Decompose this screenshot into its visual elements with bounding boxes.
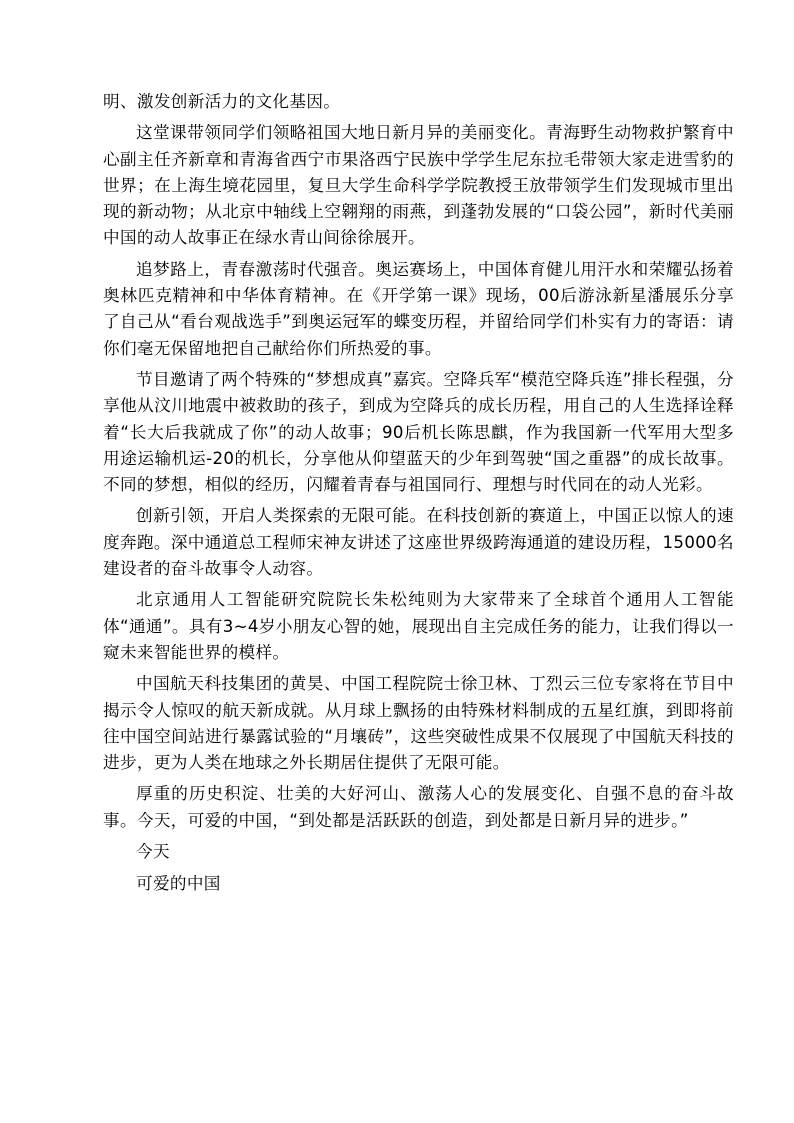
paragraph-ai-agent: 北京通用人工智能研究院院长朱松纯则为大家带来了全球首个通用人工智能体“通通”。具有3~4岁小朋友心智的她，展现出自主完成任务的能力，让我们得以一窥未来智能世界的模样。 <box>103 590 734 662</box>
paragraph-aerospace: 中国航天科技集团的黄昊、中国工程院院士徐卫林、丁烈云三位专家将在节目中揭示令人惊叹的航天新成就。从月球上飘扬的由特殊材料制成的五星红旗，到即将前往中国空间站进行暴露试验的“月壤砖”，这些突破性成果不仅展现了中国航天科技的进步，更为人类在地球之外长期居住提供了无限可能。 <box>103 674 734 773</box>
paragraph-today: 今天 <box>136 842 170 862</box>
paragraph-conclusion: 厚重的历史积淀、壮美的大好河山、激荡人心的发展变化、自强不息的奋斗故事。今天，可爱的中国，“到处都是活跃跃的创造，到处都是日新月异的进步。” <box>103 784 734 830</box>
paragraph-youth-dream: 追梦路上，青春激荡时代强音。奥运赛场上，中国体育健儿用汗水和荣耀弘扬着奥林匹克精神和中华体育精神。在《开学第一课》现场，00后游泳新星潘展乐分享了自己从“看台观战选手”到奥运冠军的蝶变历程，并留给同学们朴实有力的寄语：请你们毫无保留地把自己献给你们所热爱的事。 <box>103 259 734 358</box>
paragraph-beautiful-china: 这堂课带领同学们领略祖国大地日新月异的美丽变化。青海野生动物救护繁育中心副主任齐新章和青海省西宁市果洛西宁民族中学学生尼东拉毛带领大家走进雪豹的世界；在上海生境花园里，复旦大学生命科学学院教授王放带领学生们发现城市里出现的新动物；从北京中轴线上空翱翔的雨燕，到蓬勃发展的“口袋公园”，新时代美丽中国的动人故事正在绿水青山间徐徐展开。 <box>103 123 734 248</box>
paragraph-dream-guests: 节目邀请了两个特殊的“梦想成真”嘉宾。空降兵军“模范空降兵连”排长程强，分享他从汶川地震中被救助的孩子，到成为空降兵的成长历程，用自己的人生选择诠释着“长大后我就成了你”的动人故事；90后机长陈思麒，作为我国新一代军用大型多用途运输机运-20的机长，分享他从仰望蓝天的少年到驾驶“国之重器”的成长故事。不同的梦想，相似的经历，闪耀着青春与祖国同行、理想与时代同在的动人光彩。 <box>103 369 734 495</box>
paragraph-innovation: 创新引领，开启人类探索的无限可能。在科技创新的赛道上，中国正以惊人的速度奔跑。深中通道总工程师宋神友讲述了这座世界级跨海通道的建设历程，15000名建设者的奋斗故事令人动容。 <box>103 506 734 579</box>
paragraph-continuation: 明、激发创新活力的文化基因。 <box>103 92 341 111</box>
paragraph-lovely-china: 可爱的中国 <box>136 874 221 894</box>
